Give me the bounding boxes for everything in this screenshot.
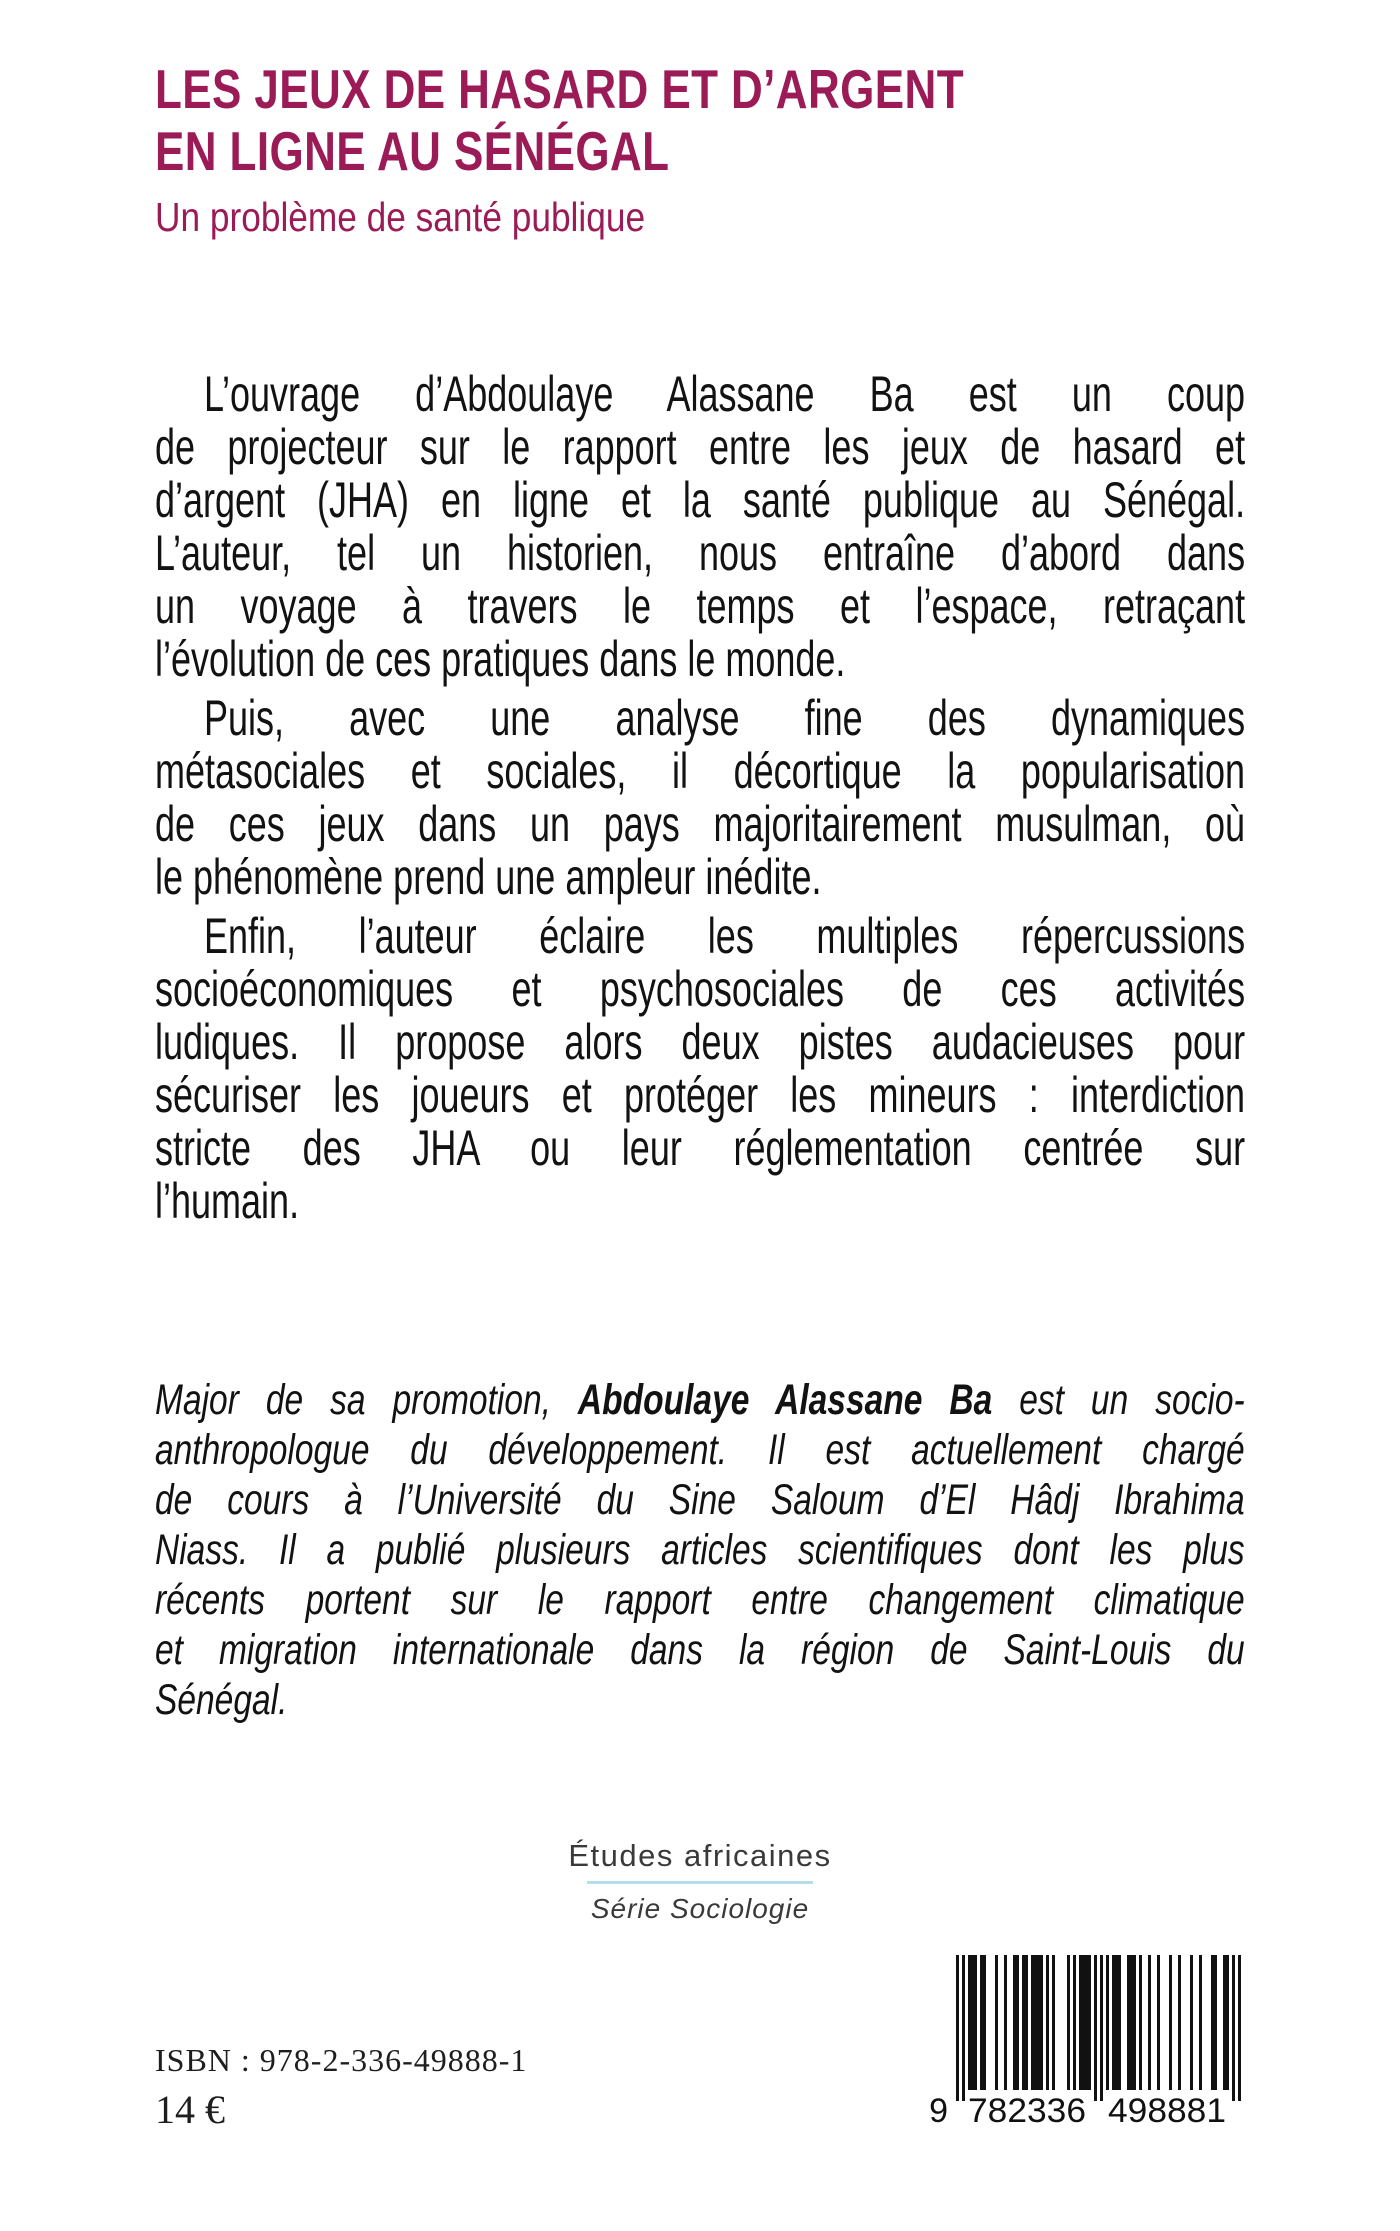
text-line: ludiques. Il propose alors deux pistes audacieuses pour [155, 1014, 1246, 1070]
text-line: socioéconomiques et psychosociales de ces activités [155, 961, 1246, 1017]
text-line: l’évolution de ces pratiques dans le monde. [155, 631, 846, 687]
barcode-digits: 782336 [968, 2092, 1086, 2127]
bio-line: Sénégal. [155, 1676, 288, 1724]
text-line: l’humain. [155, 1173, 300, 1229]
synopsis-paragraph [155, 910, 1245, 1228]
author-bio [155, 1375, 1245, 1725]
bio-line: anthropologue du développement. Il est actuellement chargé [155, 1426, 1245, 1474]
bio-line: Niass. Il a publié plusieurs articles scientifiques dont les plus [155, 1526, 1245, 1574]
text-line: de projecteur sur le rapport entre les jeux de hasard et [155, 419, 1246, 475]
text-line: sécuriser les joueurs et protéger les mineurs : interdiction [155, 1067, 1246, 1123]
bio-line: et migration internationale dans la région de Saint-Louis du [155, 1626, 1245, 1674]
text-line: L’auteur, tel un historien, nous entraîne d’abord dans [155, 525, 1246, 581]
book-title-line1: LES JEUX DE HASARD ET D’ARGENT [155, 58, 964, 120]
author-name: Abdoulaye Alassane Ba [577, 1376, 993, 1424]
price-text: 14 € [155, 2087, 225, 2132]
isbn-text: ISBN : 978-2-336-49888-1 [155, 2042, 528, 2078]
synopsis-paragraph [155, 368, 1245, 686]
book-title-line2: EN LIGNE AU SÉNÉGAL [155, 120, 670, 182]
bio-line: de cours à l’Université du Sine Saloum d’El Hâdj Ibrahima [155, 1476, 1245, 1524]
collection-block [0, 1838, 1400, 1925]
text-line: de ces jeux dans un pays majoritairement musulman, où [155, 796, 1246, 852]
collection-underline [587, 1881, 813, 1884]
text-line: stricte des JHA ou leur réglementation centrée sur [155, 1120, 1246, 1176]
collection-name: Études africaines [568, 1838, 832, 1873]
barcode-digits: 498881 [1108, 2092, 1226, 2127]
collection-series: Série Sociologie [590, 1893, 810, 1924]
text-line: Puis, avec une analyse fine des dynamiques [203, 690, 1246, 746]
synopsis [155, 368, 1245, 1228]
barcode-digits: 9 [929, 2092, 948, 2127]
text-line: Enfin, l’auteur éclaire les multiples répercussions [203, 908, 1246, 964]
text-line: L’ouvrage d’Abdoulaye Alassane Ba est un coup [203, 366, 1246, 422]
text-line: le phénomène prend une ampleur inédite. [155, 849, 822, 905]
text-line: un voyage à travers le temps et l’espace, retraçant [155, 578, 1246, 634]
bio-line: Major de sa promotion, Abdoulaye Alassane Ba est un socio- [155, 1376, 1245, 1424]
text-line: métasociales et sociales, il décortique la popularisation [155, 743, 1246, 799]
book-subtitle: Un problème de santé publique [155, 194, 646, 240]
bio-line: récents portent sur le rapport entre changement climatique [155, 1576, 1245, 1624]
text-line: d’argent (JHA) en ligne et la santé publique au Sénégal. [155, 472, 1246, 528]
barcode [920, 1955, 1260, 2127]
synopsis-paragraph [155, 692, 1245, 904]
barcode-svg [920, 1955, 1260, 2127]
book-title [155, 58, 964, 182]
